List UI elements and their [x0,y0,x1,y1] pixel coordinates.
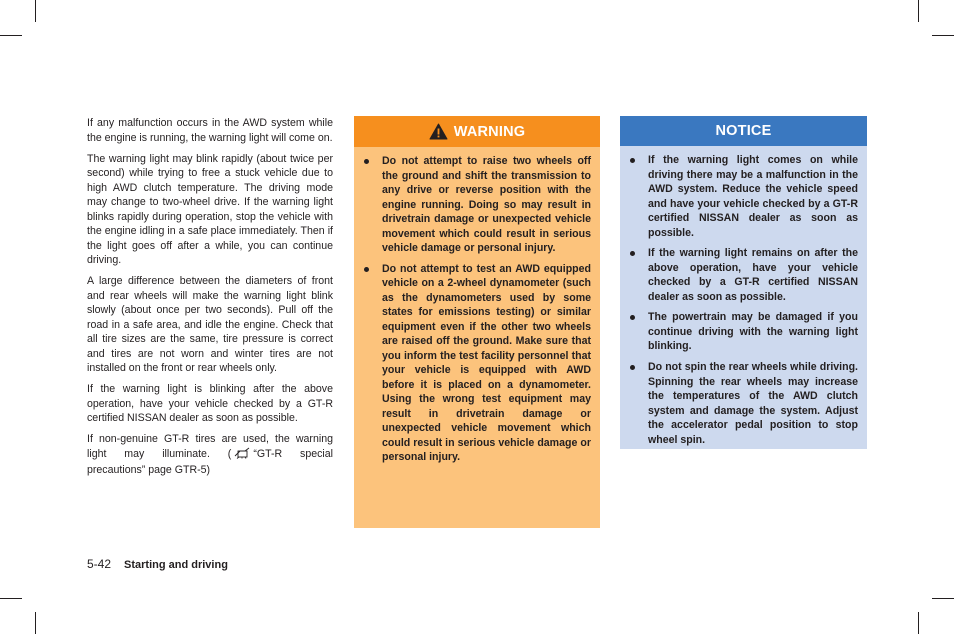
bullet-icon [630,251,635,256]
bullet-icon [364,159,369,164]
body-paragraph: If any malfunction occurs in the AWD system while the engine is running, the warning light will come on. [87,117,333,144]
crop-mark [0,598,22,599]
bullet-icon [364,267,369,272]
page-number: 5-42 [87,557,112,571]
page-reference-icon [233,447,251,464]
notice-item [628,310,858,354]
section-title: Starting and driving [124,559,228,571]
notice-header [620,116,867,146]
bullet-icon [630,315,635,320]
warning-header [354,116,600,147]
bullet-icon [630,365,635,370]
warning-item [362,262,591,465]
notice-box [620,116,867,449]
warning-item-text: Do not attempt to raise two wheels off the ground and shift the transmission to any drive or reverse position with the engine running. Doing so may result in drivetrain damage or unexpected vehicle movement which could result in serious vehicle damage or personal injury. [382,155,591,254]
crop-mark [932,35,954,36]
warning-triangle-icon [429,123,448,140]
reference-text-after: “GT-R special precautions” page GTR-5) [87,447,333,477]
warning-list [354,147,600,465]
warning-box [354,116,600,528]
notice-item [628,360,858,447]
crop-mark [0,35,22,36]
warning-item [362,154,591,256]
notice-item [628,153,858,240]
warning-title: WARNING [453,123,526,140]
body-paragraph: If the warning light is blinking after the above operation, have your vehicle checked by a GT-R certified NISSAN dealer as soon as possible. [87,383,333,425]
body-paragraph: The warning light may blink rapidly (about twice per second) while trying to free a stuck vehicle due to high AWD clutch temperature. The driving mode may change to two-wheel drive. If the warning light blinks rapidly during operation, stop the vehicle with the engine idling in a safe place immediately. Then if the light goes off after a while, you can continue driving. [87,152,333,267]
warning-item-text: Do not attempt to test an AWD equipped vehicle on a 2-wheel dynamometer (such as the dynamometers used by some states for emissions testing) or similar equipment even if the other two wheels are raised off the ground. Make sure that you inform the test facility personnel that your vehicle is equipped with AWD before it is placed on a dynamometer. Using the wrong test equipment may result in drivetrain damage or unexpected vehicle movement which could result in serious vehicle damage or personal injury. [382,262,591,464]
crop-mark [35,612,36,634]
notice-item-text: If the warning light comes on while driving there may be a malfunction in the AWD system. Reduce the vehicle speed and have your vehicle checked by a GT-R certified NISSAN dealer as soon as possible. [648,154,858,239]
body-paragraph: A large difference between the diameters of front and rear wheels will make the warning light blink slowly (about once per two seconds). Pull off the road in a safe area, and idle the engine. Check that all tire sizes are the same, tire pressure is correct and tires are not worn and winter tires are not installed on the front or rear wheels only. [87,275,333,375]
notice-item-text: The powertrain may be damaged if you continue driving with the warning light blinking. [648,311,858,353]
notice-list [620,146,867,447]
reference-text-before: If non-genuine GT-R tires are used, the warning light may illuminate. ( [87,433,333,460]
body-paragraph-with-reference [87,432,333,478]
notice-item-text: Do not spin the rear wheels while driving. Spinning the rear wheels may increase the temperatures of the AWD clutch system and damage the system. Adjust the accelerator pedal position to stop wheel spin. [648,361,858,446]
crop-mark [918,612,919,634]
notice-item-text: If the warning light remains on after the above operation, have your vehicle checked by a GT-R certified NISSAN dealer as soon as possible. [648,247,858,303]
bullet-icon [630,158,635,163]
notice-title: NOTICE [715,123,772,139]
crop-mark [35,0,36,22]
crop-mark [918,0,919,22]
page-footer [87,557,228,571]
crop-mark [932,598,954,599]
body-text-column [87,116,333,484]
notice-item [628,246,858,304]
